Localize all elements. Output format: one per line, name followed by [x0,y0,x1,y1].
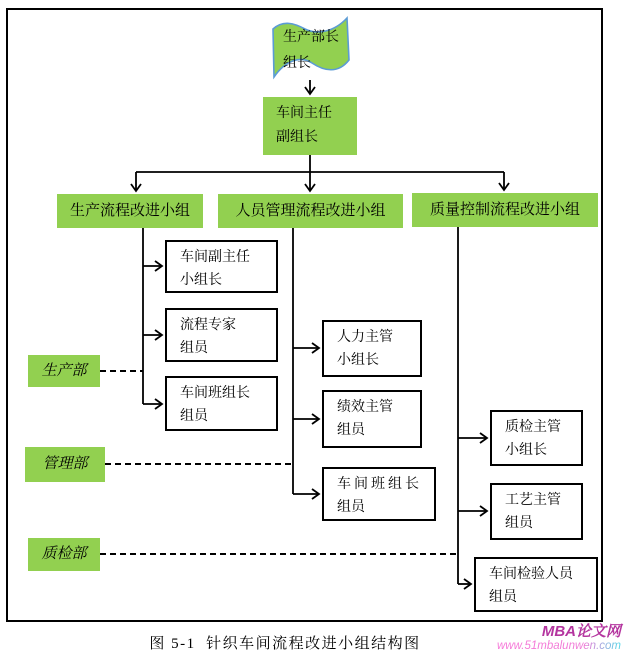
member-role: 流程专家 [180,318,236,333]
member-role: 绩效主管 [337,400,393,415]
figure-caption: 图 5-1 针织车间流程改进小组结构图 [149,636,421,652]
watermark-site-url: www.51mbalunwen.com [496,640,621,652]
node-dept-production: 生产部 [28,355,100,387]
member-role: 工艺主管 [505,493,561,508]
node-workshop-foreman-production [165,376,278,431]
node-deputy-leader [263,97,357,155]
member-role: 车间副主任 [180,250,250,265]
member-role: 车间班组长 [337,477,422,492]
node-qc-supervisor [490,410,583,466]
member-role: 车间班组长 [180,386,250,401]
node-process-expert [165,308,278,362]
member-title: 组员 [505,516,533,531]
member-role: 质检主管 [505,420,561,435]
node-hr-supervisor [322,320,422,377]
node-dept-quality: 质检部 [28,538,100,571]
node-dept-management: 管理部 [25,447,105,482]
member-role: 人力主管 [337,330,393,345]
node-craft-supervisor [490,483,583,540]
watermark [497,624,621,653]
member-title: 组员 [337,423,365,438]
member-title: 组员 [180,409,208,424]
node-group-leader-role: 生产部长 [283,30,339,45]
member-role: 车间检验人员 [489,567,573,582]
node-team-quality: 质量控制流程改进小组 [412,193,598,227]
member-title: 小组长 [505,443,547,458]
node-workshop-deputy-director [165,240,278,293]
node-deputy-title: 副组长 [276,130,318,145]
node-group-leader [283,25,339,77]
node-performance-supervisor [322,390,422,448]
node-workshop-inspectors [474,557,598,612]
member-title: 组员 [489,590,517,605]
node-team-production: 生产流程改进小组 [57,194,203,228]
watermark-site-name: MBA论文网 [541,623,621,640]
node-workshop-foreman-personnel [322,467,436,521]
node-team-personnel: 人员管理流程改进小组 [218,194,403,228]
member-title: 小组长 [337,353,379,368]
member-title: 组员 [337,500,365,515]
member-title: 组员 [180,341,208,356]
member-title: 小组长 [180,273,222,288]
node-deputy-role: 车间主任 [276,106,332,121]
node-group-leader-title: 组长 [283,56,311,71]
